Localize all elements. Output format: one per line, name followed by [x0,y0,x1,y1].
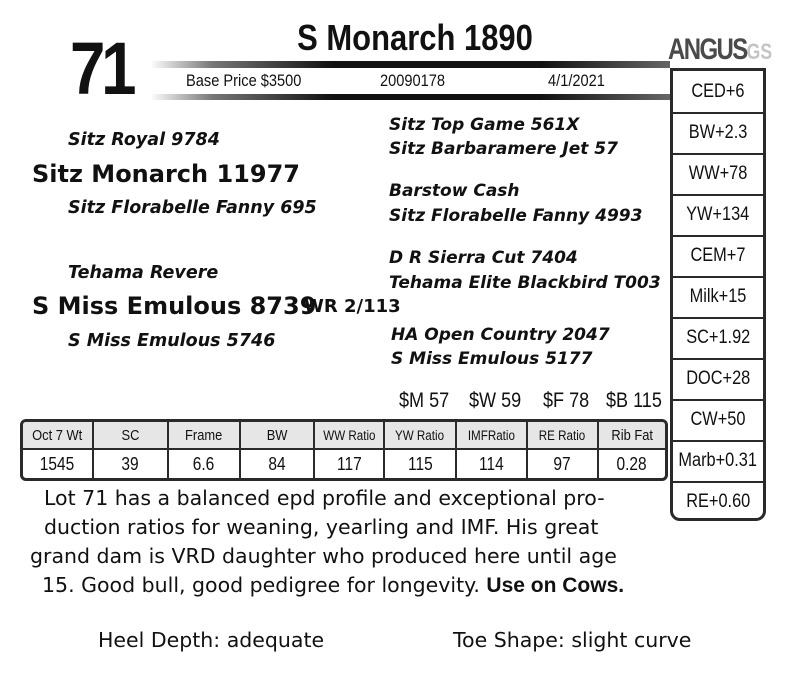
lot-description [30,484,670,600]
header-yw-ratio: YW Ratio [385,422,457,448]
index-beef: $B 115 [606,389,662,412]
value-bw: 84 [241,450,315,478]
epd-cw: CW+50 [673,399,763,442]
base-price: Base Price $3500 [186,71,302,90]
index-maternal: $M 57 [399,389,450,412]
value-frame: 6.6 [169,450,241,478]
angus-gs-logo: ANGUSGS [668,33,773,66]
index-weaned: $W 59 [469,389,522,412]
epd-panel [670,68,766,521]
pedigree-dam-sire-dam: Tehama Elite Blackbird T003 [389,273,661,293]
description-line: Lot 71 has a balanced epd profile and exceptional pro- [44,486,605,510]
pedigree-dam-dam-dam: S Miss Emulous 5177 [391,349,593,369]
dam-weaning-ratio: WR 2/113 [304,296,401,317]
epd-marb: Marb+0.31 [673,440,763,483]
pedigree-dam-sire-sire: D R Sierra Cut 7404 [389,248,578,268]
value-ww-ratio: 117 [315,450,385,478]
bull-name: S Monarch 1890 [297,17,533,58]
header-re-ratio: RE Ratio [528,422,599,448]
pedigree-dam-dam-sire: HA Open Country 2047 [391,325,610,345]
header-sc: SC [94,422,169,448]
pedigree-sire-dam: Sitz Florabelle Fanny 695 [68,198,317,218]
header-weight: Oct 7 Wt [23,422,94,448]
epd-sc: SC+1.92 [673,317,763,360]
epd-cem: CEM+7 [673,235,763,278]
epd-re: RE+0.60 [685,490,751,512]
pedigree-sire-dam-sire: Barstow Cash [389,181,520,201]
description-line: 15. Good bull, good pedigree for longevity. [42,573,480,597]
header-ww-ratio: WW Ratio [315,422,385,448]
description-line: duction ratios for weaning, yearling and IMF. His great [44,515,599,539]
value-sc: 39 [94,450,169,478]
index-feedlot: $F 78 [543,389,590,412]
value-imf-ratio: 114 [457,450,528,478]
heel-depth: Heel Depth: adequate [98,628,325,652]
performance-table-header [23,422,665,448]
epd-yw: YW+134 [673,194,763,237]
pedigree-sire-sire: Sitz Royal 9784 [68,130,220,150]
epd-ww: WW+78 [673,153,763,196]
birth-date: 4/1/2021 [548,71,605,90]
pedigree-sire-sire-sire: Sitz Top Game 561X [389,115,580,135]
epd-ced: CED+6 [673,71,763,114]
pedigree-sire-dam-dam: Sitz Florabelle Fanny 4993 [389,206,643,226]
performance-table [20,419,668,481]
header-bw: BW [241,422,315,448]
pedigree-dam-dam: S Miss Emulous 5746 [68,331,276,351]
value-weight: 1545 [23,450,94,478]
value-rib-fat: 0.28 [616,453,648,474]
description-line: grand dam is VRD daughter who produced here until age [30,544,617,568]
epd-milk: Milk+15 [673,276,763,319]
epd-bw: BW+2.3 [673,112,763,155]
performance-table-row [23,448,665,478]
header-imf-ratio: IMFRatio [457,422,528,448]
header-rib-fat: Rib Fat [599,422,665,448]
epd-doc: DOC+28 [673,358,763,401]
pedigree-sire: Sitz Monarch 11977 [32,160,300,188]
lot-number: 71 [70,27,133,110]
header-frame: Frame [169,422,241,448]
header-rule-bottom [150,94,670,100]
registration-number: 20090178 [380,71,446,90]
pedigree-dam: S Miss Emulous 8739 [32,292,317,320]
value-re-ratio: 97 [528,450,599,478]
header-rule-top [150,61,670,68]
value-yw-ratio: 115 [385,450,457,478]
toe-shape: Toe Shape: slight curve [453,628,692,652]
usage-recommendation: Use on Cows. [486,574,625,597]
pedigree-sire-sire-dam: Sitz Barbaramere Jet 57 [389,139,618,159]
pedigree-dam-sire: Tehama Revere [68,263,219,283]
